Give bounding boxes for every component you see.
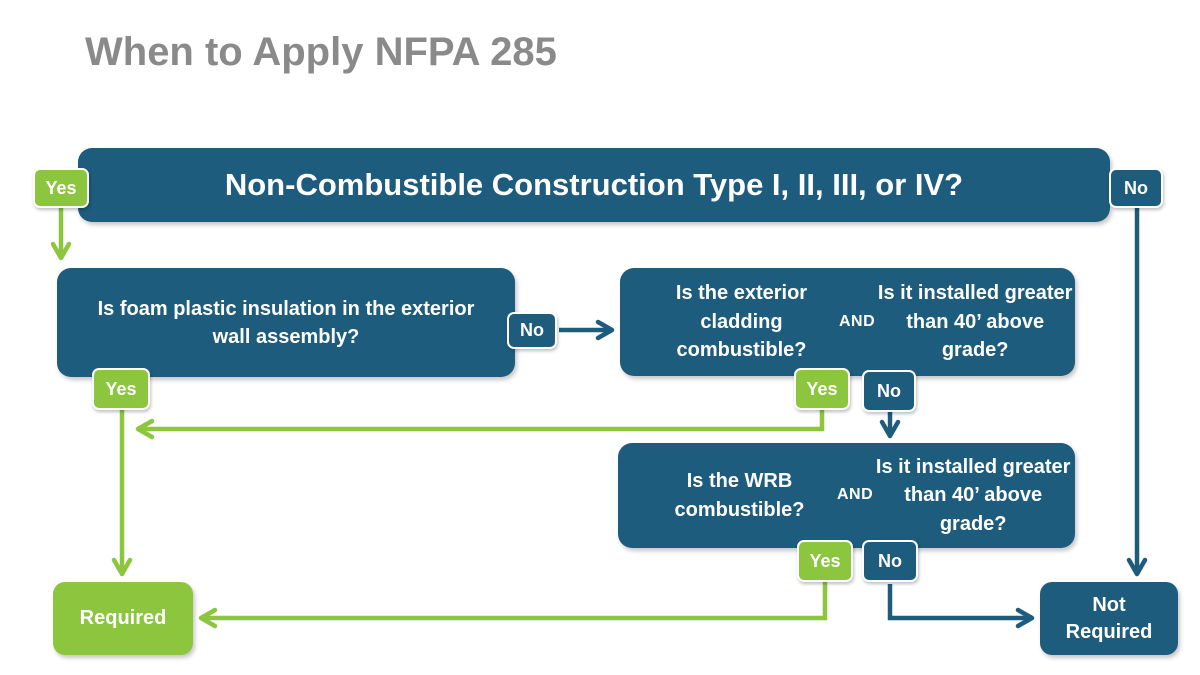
- node-question-construction-type: [78, 148, 1110, 222]
- no-badge-q4: No: [862, 540, 918, 582]
- question-left-label: Is the exterior cladding combustible?: [675, 282, 808, 362]
- yes-badge-q4: Yes: [797, 540, 853, 582]
- node-question-foam-plastic: [57, 268, 515, 377]
- yes-badge-q1: Yes: [33, 168, 89, 208]
- question-label: Non-Combustible Construction Type I, II, III, or IV?: [224, 167, 964, 202]
- question-label: Is foam plastic insulation in the exterior wall assembly?: [97, 297, 475, 348]
- node-not-required: [1040, 582, 1178, 655]
- question-left-label: Is the WRB combustible?: [674, 470, 805, 521]
- no-badge-q3: No: [862, 370, 916, 412]
- question-right-label: Is it installed greater than 40’ above grade?: [877, 282, 1073, 362]
- connector-q4-yes-to-required: [201, 580, 825, 618]
- no-badge-q2: No: [507, 312, 557, 349]
- node-required: [53, 582, 193, 655]
- yes-badge-q3: Yes: [794, 368, 850, 410]
- node-question-wrb: [618, 443, 1075, 548]
- and-label: AND: [839, 312, 876, 330]
- question-right-label: Is it installed greater than 40’ above grade?: [875, 455, 1071, 535]
- yes-badge-q2: Yes: [92, 368, 150, 410]
- terminal-label: Required: [79, 607, 167, 629]
- no-badge-q1: No: [1109, 168, 1163, 208]
- connector-q4-no-to-not-required: [890, 584, 1032, 618]
- terminal-label: Not Required: [1065, 593, 1153, 643]
- node-question-exterior-cladding: [620, 268, 1075, 376]
- page-title: When to Apply NFPA 285: [85, 30, 557, 74]
- connector-q3-yes-to-required-line: [138, 408, 822, 429]
- and-label: AND: [837, 486, 874, 504]
